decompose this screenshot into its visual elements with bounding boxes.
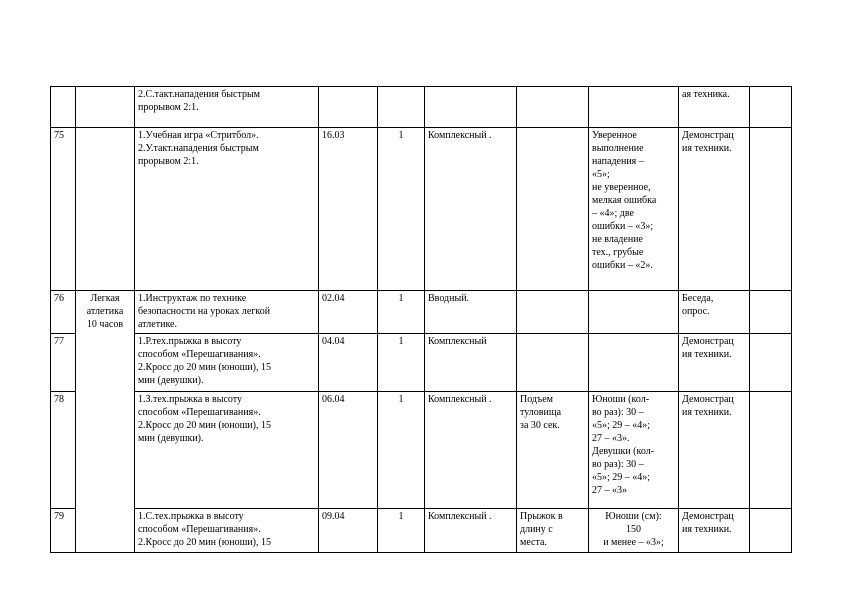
homework-cell: [517, 128, 589, 291]
topic-line: атлетике.: [138, 319, 177, 330]
topic-line: 2.Кросс до 20 мин (юноши), 15: [138, 420, 271, 431]
lesson-number-cell: 76: [51, 291, 76, 334]
lesson-plan-table: [50, 86, 792, 553]
homework-cell: [517, 392, 589, 509]
homework-line: туловища: [520, 407, 562, 418]
table-row: [51, 392, 792, 509]
criteria-cell: [589, 334, 679, 392]
criteria-line: «5»; 29 – «4»;: [592, 472, 651, 483]
table-row: [51, 128, 792, 291]
topic-line: 2.У.такт.нападения быстрым: [138, 143, 259, 154]
lesson-type-cell: Вводный.: [425, 291, 517, 334]
homework-line: длину с: [520, 524, 553, 535]
homework-line: Подъем: [520, 394, 553, 405]
method-cell: [679, 509, 750, 553]
topic-line: способом «Перешагивания».: [138, 524, 261, 535]
homework-cell: [517, 509, 589, 553]
criteria-cell: [589, 509, 679, 553]
section-cell: [76, 128, 135, 291]
criteria-line: нападения –: [592, 156, 644, 167]
method-line: ия техники.: [682, 524, 732, 535]
criteria-cell: [589, 291, 679, 334]
date-cell: 04.04: [319, 334, 378, 392]
hours-cell: 1: [378, 509, 425, 553]
method-line: Демонстрац: [682, 336, 734, 347]
method-line: Демонстрац: [682, 394, 734, 405]
method-line: ия техники.: [682, 407, 732, 418]
hours-cell: 1: [378, 291, 425, 334]
method-cell: [679, 128, 750, 291]
topic-line: 2.С.такт.нападения быстрым: [138, 89, 261, 100]
table-row: [51, 87, 792, 128]
criteria-line: Юноши (см):: [605, 511, 662, 522]
homework-cell: [517, 291, 589, 334]
lesson-type-cell: [425, 87, 517, 128]
criteria-line: и менее – «3»;: [603, 537, 664, 548]
empty-cell: [750, 128, 792, 291]
criteria-line: мелкая ошибка: [592, 195, 657, 206]
topic-line: 2.Кросс до 20 мин (юноши), 15: [138, 362, 271, 373]
topic-line: мин (девушки).: [138, 433, 204, 444]
topic-line: прорывом 2:1.: [138, 102, 199, 113]
method-cell: [679, 392, 750, 509]
criteria-cell: [589, 128, 679, 291]
method-line: Демонстрац: [682, 130, 734, 141]
homework-cell: [517, 334, 589, 392]
topic-line: 1.Учебная игра «Стритбол».: [138, 130, 259, 141]
topic-cell: [135, 291, 319, 334]
method-line: опрос.: [682, 306, 710, 317]
topic-cell: [135, 509, 319, 553]
method-line: Демонстрац: [682, 511, 734, 522]
method-cell: [679, 291, 750, 334]
lesson-number-cell: 77: [51, 334, 76, 392]
topic-line: прорывом 2:1.: [138, 156, 199, 167]
section-line: 10 часов: [86, 319, 124, 330]
criteria-line: Уверенное: [592, 130, 637, 141]
lesson-number-cell: 79: [51, 509, 76, 553]
criteria-line: тех., грубые: [592, 247, 644, 258]
table-row: [51, 509, 792, 553]
topic-line: 2.Кросс до 20 мин (юноши), 15: [138, 537, 271, 548]
criteria-line: «5»; 29 – «4»;: [592, 420, 651, 431]
empty-cell: [750, 509, 792, 553]
lesson-type-cell: Комплексный: [425, 334, 517, 392]
date-cell: [319, 87, 378, 128]
date-cell: 16.03: [319, 128, 378, 291]
hours-cell: 1: [378, 128, 425, 291]
method-cell: [679, 334, 750, 392]
criteria-line: Девушки (кол-: [592, 446, 655, 457]
hours-cell: 1: [378, 392, 425, 509]
topic-line: безопасности на уроках легкой: [138, 306, 271, 317]
criteria-line: 27 – «3»: [592, 485, 627, 496]
section-line: атлетика: [86, 306, 124, 317]
topic-line: мин (девушки).: [138, 375, 204, 386]
empty-cell: [750, 291, 792, 334]
date-cell: 09.04: [319, 509, 378, 553]
empty-cell: [750, 334, 792, 392]
section-cell: [76, 87, 135, 128]
criteria-line: 150: [626, 524, 641, 535]
lesson-number-cell: 78: [51, 392, 76, 509]
criteria-line: ошибки – «3»;: [592, 221, 654, 232]
method-line: ия техники.: [682, 143, 732, 154]
criteria-line: «5»;: [592, 169, 610, 180]
homework-line: Прыжок в: [520, 511, 563, 522]
section-line: Легкая: [90, 293, 120, 304]
table-row: [51, 334, 792, 392]
hours-cell: 1: [378, 334, 425, 392]
lesson-type-cell: Комплексный .: [425, 392, 517, 509]
criteria-line: 27 – «3».: [592, 433, 630, 444]
criteria-cell: [589, 87, 679, 128]
criteria-line: во раз): 30 –: [592, 459, 644, 470]
method-cell: [679, 87, 750, 128]
topic-line: 1.Инструктаж по технике: [138, 293, 247, 304]
criteria-line: во раз): 30 –: [592, 407, 644, 418]
homework-line: за 30 сек.: [520, 420, 560, 431]
criteria-line: Юноши (кол-: [592, 394, 650, 405]
criteria-line: не уверенное,: [592, 182, 651, 193]
topic-cell: [135, 392, 319, 509]
homework-line: места.: [520, 537, 547, 548]
table-row: [51, 291, 792, 334]
topic-cell: [135, 87, 319, 128]
criteria-line: ошибки – «2».: [592, 260, 653, 271]
method-line: ая техника.: [682, 89, 730, 100]
homework-cell: [517, 87, 589, 128]
lesson-number-cell: 75: [51, 128, 76, 291]
topic-cell: [135, 128, 319, 291]
lesson-number-cell: [51, 87, 76, 128]
empty-cell: [750, 87, 792, 128]
criteria-cell: [589, 392, 679, 509]
criteria-line: – «4»; две: [592, 208, 634, 219]
method-line: ия техники.: [682, 349, 732, 360]
date-cell: 06.04: [319, 392, 378, 509]
empty-cell: [750, 392, 792, 509]
criteria-line: выполнение: [592, 143, 644, 154]
topic-line: способом «Перешагивания».: [138, 349, 261, 360]
criteria-line: не владение: [592, 234, 643, 245]
lesson-type-cell: Комплексный .: [425, 128, 517, 291]
section-cell: [76, 291, 135, 553]
topic-line: 1.С.тех.прыжка в высоту: [138, 511, 244, 522]
date-cell: 02.04: [319, 291, 378, 334]
hours-cell: [378, 87, 425, 128]
topic-line: способом «Перешагивания».: [138, 407, 261, 418]
topic-line: 1.Р.тех.прыжка в высоту: [138, 336, 242, 347]
topic-line: 1.З.тех.прыжка в высоту: [138, 394, 243, 405]
topic-cell: [135, 334, 319, 392]
lesson-type-cell: Комплексный .: [425, 509, 517, 553]
method-line: Беседа,: [682, 293, 714, 304]
